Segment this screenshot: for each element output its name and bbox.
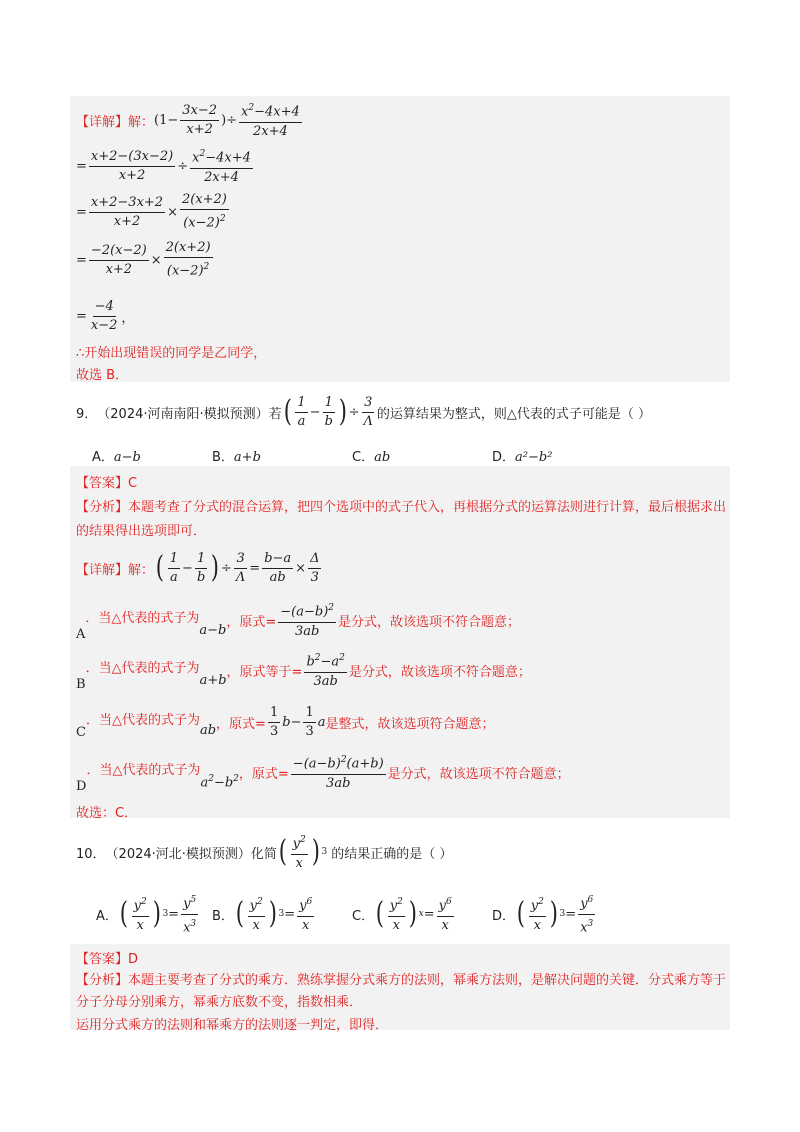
q8-step-4: = $\frac{-2(x-2)}{x+2}$ × $\frac{2(x+2)}{(x-2)^2}$ — [76, 240, 211, 279]
q10-option-b: B． ( $\frac{y^2}{x}$ ) 3 = $\frac{y^6}{x}$ — [212, 890, 316, 938]
detail-label: 【详解】 — [76, 114, 129, 130]
question-number: 9． — [76, 406, 98, 422]
math-expression: (1− — [154, 112, 179, 128]
q8-step-2: = $\frac{x+2-(3x-2)}{x+2}$ ÷ $\frac{x^2-4x+4}{2x+4}$ — [76, 146, 255, 186]
q9-choose: 故选：C． — [76, 806, 138, 821]
q9-option-b: B．a+b — [212, 450, 261, 465]
q9-answer: 【答案】C — [76, 476, 138, 491]
fraction: $\frac{x^2-4x+4}{2x+4}$ — [190, 145, 253, 186]
q10-option-c: C． ( $\frac{y^2}{x}$ ) x = $\frac{y^6}{x}$ — [352, 890, 456, 938]
q9-detail: 【详解】 解： ( $\frac{1}{a}$ − $\frac{1}{b}$ ) ÷ $\frac{3}{\Lambda}$ = $\frac{b-a}{ab}$ × $\frac{\Delta}{3}$ — [76, 550, 320, 585]
q9-case-a: A ．当△代表的式子为 a−b ，原式= $\frac{-(a-b)^2}{3ab}$ 是分式，故该选项不符合题意； — [76, 598, 520, 642]
q8-step-5: = $\frac{-4}{x-2}$ ， — [76, 298, 135, 333]
q9-analysis: 【分析】本题考查了分式的混合运算，把四个选项中的式子代入，再根据分式的运算法则进行计算，最后根据求出的结果得出选项即可． — [76, 500, 727, 539]
q10-stem: 10． （2024·河北·模拟预测） 化简 ( $\frac{y^2}{x}$ ) 3 的结果正确的是（ ） — [76, 828, 452, 876]
q10-answer: 【答案】D — [76, 952, 139, 967]
detail-intro: 解： — [128, 114, 155, 130]
fraction: $\frac{2(x+2)}{(x-2)^2}$ — [181, 192, 227, 231]
question-source: （2024·河南南阳·模拟预测） — [97, 406, 269, 422]
q9-option-c: C．ab — [352, 450, 391, 465]
q10-analysis: 【分析】本题主要考查了分式的乘方．熟练掌握分式乘方的法则，幂乘方法则，是解决问题的关键．分式乘方等于分子分母分别乘方，幂乘方底数不变，指数相乘． — [76, 973, 727, 1010]
q8-step-3: = $\frac{x+2-3x+2}{x+2}$ × $\frac{2(x+2)}{(x-2)^2}$ — [76, 192, 227, 231]
q9-option-a: A．a−b — [92, 450, 141, 465]
q9-stem: 9． （2024·河南南阳·模拟预测） 若 ( $\frac{1}{a}$ − $\frac{1}{b}$ ) ÷ $\frac{3}{\Lambda}$ 的运算结果为整式，则△代表的式子可能是（ ） — [76, 394, 652, 429]
q8-conclusion: ∴开始出现错误的同学是乙同学， — [76, 346, 267, 361]
q8-choose: 故选 B． — [76, 368, 129, 383]
q9-case-c: C ．当△代表的式子为 ab ，原式= $\frac{1}{3}$ b − $\frac{1}{3}$ a 是整式，故该选项符合题意； — [76, 704, 495, 740]
q10-option-a: A． ( $\frac{y^2}{x}$ ) 3 = $\frac{y^5}{x^3}$ — [96, 890, 200, 938]
fraction: $\frac{-2(x-2)}{x+2}$ — [90, 242, 147, 277]
q8-detail-line1: 【详解】 解： (1− $\frac{3x-2}{x+2}$ )÷ $\frac{x^2-4x+4}{2x+4}$ — [76, 100, 304, 140]
fraction: $\frac{x+2-3x+2}{x+2}$ — [90, 194, 164, 229]
fraction: $\frac{x+2-(3x-2)}{x+2}$ — [90, 148, 174, 183]
fraction: $\frac{-4}{x-2}$ — [90, 298, 118, 333]
q9-case-b: B ．当△代表的式子为 a+b ，原式等于= $\frac{b^2-a^2}{3ab}$ 是分式，故该选项不符合题意； — [76, 648, 531, 692]
question-source: （2024·河北·模拟预测） — [105, 846, 251, 862]
q9-case-d: D ．当△代表的式子为 $a^2-b^2$ ，原式= $\frac{-(a-b)^2(a+b)}{3ab}$ 是分式，故该选项不符合题意； — [76, 750, 570, 794]
q10-analysis-2: 运用分式乘方的法则和幂乘方的法则逐一判定，即得． — [76, 1018, 389, 1033]
fraction: $\frac{x^2-4x+4}{2x+4}$ — [239, 99, 302, 140]
fraction: $\frac{2(x+2)}{(x-2)^2}$ — [165, 240, 211, 279]
question-number: 10． — [76, 846, 106, 862]
q10-option-d: D． ( $\frac{y^2}{x}$ ) 3 = $\frac{y^6}{x^3}$ — [492, 890, 597, 938]
q9-option-d: D．a²−b² — [492, 450, 553, 465]
fraction: $\frac{3x-2}{x+2}$ — [182, 102, 218, 137]
